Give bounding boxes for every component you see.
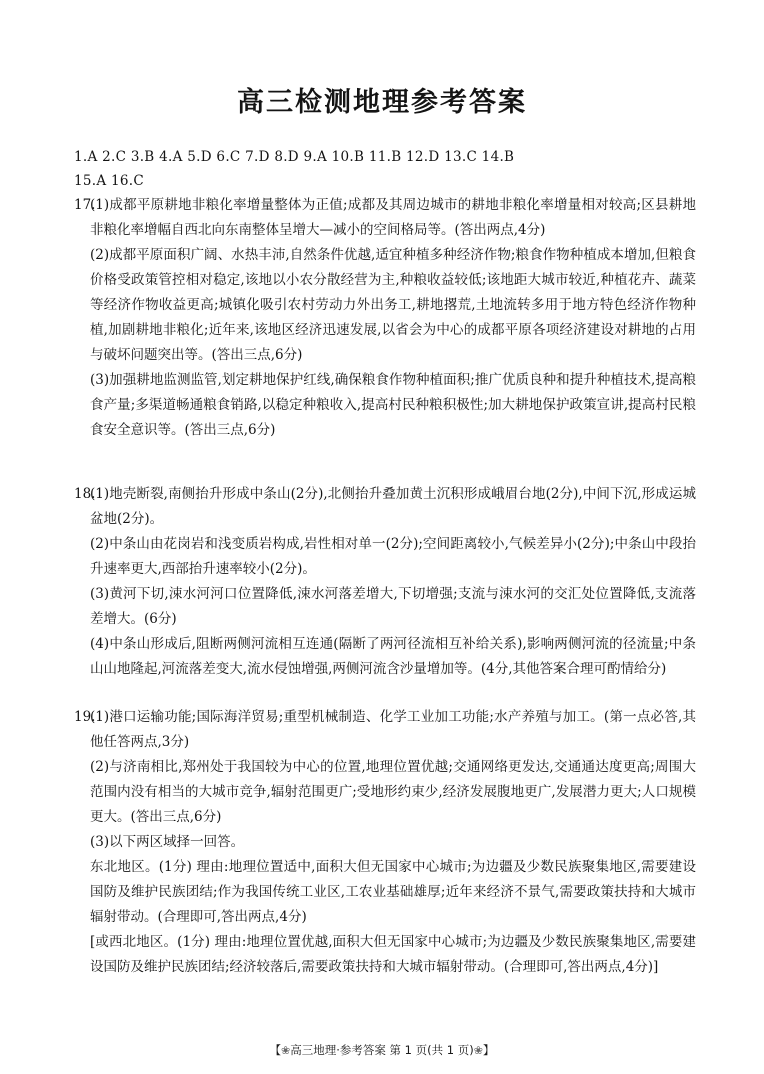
page-footer <box>0 1042 764 1058</box>
flower-ornament-icon: ❀ <box>281 1044 291 1057</box>
q19-part-5: [或西北地区。(1分) 理由:地理位置优越,面积大但无国家中心城市;为边疆及少数民族聚集地区,需要建设国防及维护民族团结;经济较落后,需要政策扶持和大城市辐射带动。(合理即可,答出两点,4分)] <box>90 934 696 975</box>
q17-part-2: (2)成都平原面积广阔、水热丰沛,自然条件优越,适宜种植多种经济作物;粮食作物种植成本增加,但粮食价格受政策管控相对稳定,该地以小农分散经营为主,种粮收益较低;该地距大城市较近,种植花卉、蔬菜等经济作物收益更高;城镇化吸引农村劳动力外出务工,耕地撂荒,土地流转多用于地方特色经济作物种植,加剧耕地非粮化;近年来,该地区经济迅速发展,以省会为中心的成都平原各项经济建设对耕地的占用与破坏问题突出等。(答出三点,6分) <box>90 247 696 363</box>
mc-answers-line-2: 15.A 16.C <box>74 173 145 189</box>
question-17 <box>74 193 696 443</box>
footer-left-bracket: 【 <box>269 1043 281 1057</box>
question-18 <box>74 482 696 682</box>
q19-part-4: 东北地区。(1分) 理由:地理位置适中,面积大但无国家中心城市;为边疆及少数民族聚集地区,需要建设国防及维护民族团结;作为我国传统工业区,工农业基础雄厚;近年来经济不景气,需要政策扶持和大城市辐射带动。(合理即可,答出两点,4分) <box>90 859 696 925</box>
q19-part-2: (2)与济南相比,郑州处于我国较为中心的位置,地理位置优越;交通网络更发达,交通通达度更高;周围大范围内没有相当的大城市竞争,辐射范围更广;受地形约束少,经济发展腹地更广,发展潜力更大;人口规模更大。(答出三点,6分) <box>90 759 696 825</box>
question-19 <box>74 705 696 980</box>
q18-part-3: (3)黄河下切,涑水河河口位置降低,涑水河落差增大,下切增强;支流与涑水河的交汇处位置降低,支流落差增大。(6分) <box>90 586 696 627</box>
question-17-number: 17. <box>74 197 96 213</box>
flower-ornament-icon: ❀ <box>473 1044 483 1057</box>
q17-part-1: (1)成都平原耕地非粮化率增量整体为正值;成都及其周边城市的耕地非粮化率增量相对较高;区县耕地非粮化率增幅自西北向东南整体呈增大—减小的空间格局等。(答出两点,4分) <box>90 197 696 238</box>
footer-text: 高三地理·参考答案 第 1 页(共 1 页) <box>290 1043 474 1057</box>
page-title: 高三检测地理参考答案 <box>237 87 527 118</box>
question-18-number: 18. <box>74 486 96 502</box>
q18-part-2: (2)中条山由花岗岩和浅变质岩构成,岩性相对单一(2分);空间距离较小,气候差异小(2分);中条山中段抬升速率更大,西部抬升速率较小(2分)。 <box>90 536 696 577</box>
question-19-number: 19. <box>74 709 96 725</box>
q17-part-3: (3)加强耕地监测监管,划定耕地保护红线,确保粮食作物种植面积;推广优质良种和提升种植技术,提高粮食产量;多渠道畅通粮食销路,以稳定种粮收入,提高村民种粮积极性;加大耕地保护政策宣讲,提高村民粮食安全意识等。(答出三点,6分) <box>90 372 696 438</box>
q18-part-1: (1)地壳断裂,南侧抬升形成中条山(2分),北侧抬升叠加黄土沉积形成峨眉台地(2分),中间下沉,形成运城盆地(2分)。 <box>90 486 696 527</box>
footer-right-bracket: 】 <box>482 1043 495 1057</box>
q19-part-3: (3)以下两区域择一回答。 <box>90 834 245 850</box>
q18-part-4: (4)中条山形成后,阻断两侧河流相互连通(隔断了两河径流相互补给关系),影响两侧河流的径流量;中条山山地隆起,河流落差变大,流水侵蚀增强,两侧河流含沙量增加等。(4分,其他答案合理可酌情给分) <box>90 636 696 677</box>
mc-answers-line-1: 1.A 2.C 3.B 4.A 5.D 6.C 7.D 8.D 9.A 10.B 11.B 12.D 13.C 14.B <box>74 149 515 165</box>
q19-part-1: (1)港口运输功能;国际海洋贸易;重型机械制造、化学工业加工功能;水产养殖与加工。(第一点必答,其他任答两点,3分) <box>90 709 696 750</box>
